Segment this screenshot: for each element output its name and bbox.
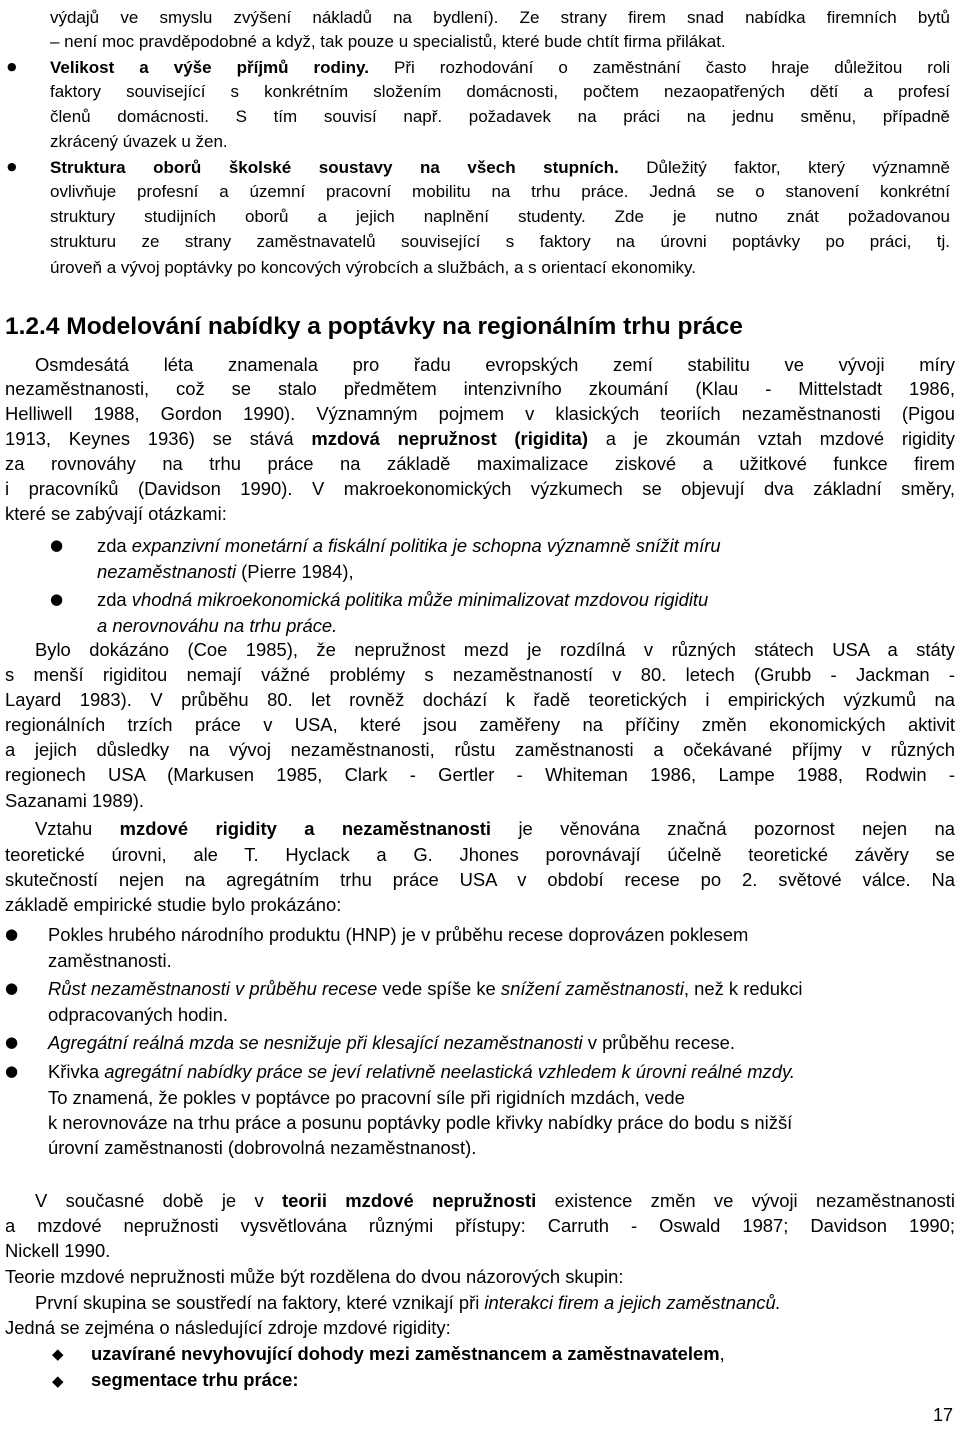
text-line: Agregátní reálná mzda se nesnižuje při klesající nezaměstnanosti v průběhu recese. [48,1032,735,1053]
text-line: nezaměstnanosti (Pierre 1984), [97,561,354,582]
text-line: zda vhodná mikroekonomická politika může minimalizovat mzdovou rigiditu [97,589,709,610]
text-line: Velikost a výše příjmů rodiny. Při rozhodování o zaměstnání často hraje důležitou roli [50,58,950,77]
text-line: strukturu ze strany zaměstnavatelů související s faktory na úrovni poptávky po práci, tj. [50,232,950,251]
text-line: Teorie mzdové nepružnosti může být rozdělena do dvou názorových skupin: [5,1266,624,1287]
text-line: Layard 1983). V průběhu 80. let rovněž dochází k řadě teoretických i empirických výzkumů na [5,689,955,710]
bold-term: mzdové rigidity a nezaměstnanosti [119,818,492,839]
text-line: Jedná se zejména o následující zdroje mzdové rigidity: [5,1317,451,1338]
text-line: Osmdesátá léta znamenala pro řadu evropských zemí stabilitu ve vývoji míry [35,354,955,375]
text-line: i pracovníků (Davidson 1990). V makroekonomických výzkumech se objevují dva základní směry, [5,478,955,499]
text-line: uzavírané nevyhovující dohody mezi zaměstnancem a zaměstnavatelem, [91,1343,725,1364]
bullet-icon: ● [50,536,64,554]
bullet-icon: ● [5,925,19,943]
bold-term: mzdová nepružnost (rigidita) [311,428,588,449]
text-line: skutečností nejen na agregátním trhu práce USA v období recese po 2. světové válce. Na [5,869,955,890]
text-line: odpracovaných hodin. [48,1004,228,1025]
text-line: a jejich důsledky na vývoj nezaměstnanosti, růstu zaměstnanosti a očekávané příjmy v různých [5,739,955,760]
text-line: nezaměstnanosti, což se stalo předmětem intenzivního zkoumání (Klau - Mittelstadt 1986, [5,378,955,399]
text-line: ovlivňuje profesní a územní pracovní mobilitu na trhu práce. Jedná se o stanovení konkrétní [50,182,950,201]
page-number: 17 [933,1405,954,1425]
text-line: 1913, Keynes 1936) se stává mzdová nepružnost (rigidita) a je zkoumán vztah mzdové rigidity [5,428,955,449]
text-line: segmentace trhu práce: [91,1369,299,1390]
diamond-bullet-icon: ◆ [52,1372,64,1390]
text-line: k nerovnováze na trhu práce a posunu poptávky podle křivky nabídky práce do bodu s nižší [48,1112,793,1133]
bullet-icon: ● [50,590,64,608]
text-line: úroveň a vývoj poptávky po koncových výrobcích a službách, a s orientací ekonomiky. [50,258,697,277]
text-line: První skupina se soustředí na faktory, které vznikají při interakci firem a jejich zaměstnanců. [35,1292,781,1313]
bullet-icon: ● [5,979,19,997]
text-line: úrovní zaměstnanosti (dobrovolná nezaměstnanost). [48,1137,477,1158]
bold-term: teorii mzdové nepružnosti [282,1190,537,1211]
text-line: teoretické úrovni, ale T. Hyclack a G. Jhones porovnávají účelně teoretické závěry se [5,844,955,865]
text-line: Vztahu mzdové rigidity a nezaměstnanosti je věnována značná pozornost nejen na [35,818,955,839]
text-line: které se zabývají otázkami: [5,503,227,524]
text-line: regionálních trzích práce v USA, které jsou zaměřeny na příčiny změn ekonomických aktivit [5,714,955,735]
text-line: regionech USA (Markusen 1985, Clark - Gertler - Whiteman 1986, Lampe 1988, Rodwin - [5,764,955,785]
text-line: a nerovnováhu na trhu práce. [97,615,338,636]
text-line: V současné době je v teorii mzdové nepružnosti existence změn ve vývoji nezaměstnanosti [35,1190,955,1211]
text-line: Pokles hrubého národního produktu (HNP) je v průběhu recese doprovázen poklesem [48,924,749,945]
text-line: Bylo dokázáno (Coe 1985), že nepružnost mezd je rozdílná v různých státech USA a státy [35,639,955,660]
bullet-icon: ● [5,1062,19,1080]
text-line: Křivka agregátní nabídky práce se jeví relativně neelastická vzhledem k úrovni reálné mzdy. [48,1061,795,1082]
text-line: Struktura oborů školské soustavy na všech stupních. Důležitý faktor, který významně [50,158,950,177]
bullet-icon: ● [7,60,17,73]
text-line: To znamená, že pokles v poptávce po pracovní síle při rigidních mzdách, vede [48,1087,685,1108]
text-line: a mzdové nepružnosti vysvětlována různými přístupy: Carruth - Oswald 1987; Davidson 1990; [5,1215,955,1236]
text-line: Nickell 1990. [5,1240,111,1261]
bullet-heading: Velikost a výše příjmů rodiny. [50,58,369,77]
text-line: zaměstnanosti. [48,950,172,971]
bullet-icon: ● [5,1033,19,1051]
text-line: zda expanzivní monetární a fiskální politika je schopna významně snížit míru [97,535,721,556]
text-line: Růst nezaměstnanosti v průběhu recese vede spíše ke snížení zaměstnanosti, než k redukci [48,978,803,999]
text-line: členů domácnosti. S tím souvisí např. požadavek na práci na jednu směnu, případně [50,107,950,126]
text-line: základě empirické studie bylo prokázáno: [5,894,342,915]
text-line: Sazanami 1989). [5,790,145,811]
diamond-bullet-icon: ◆ [52,1345,64,1363]
text-line: s menší rigiditou nemají vážné problémy s nezaměstnaností v 80. letech (Grubb - Jackman - [5,664,955,685]
text-line: Helliwell 1988, Gordon 1990). Významným pojmem v klasických teoriích nezaměstnanosti (Pigou [5,403,955,424]
bullet-icon: ● [7,160,17,173]
text-line: za rovnováhy na trhu práce na základě maximalizace ziskové a užitkové funkce firem [5,453,955,474]
bullet-heading: Struktura oborů školské soustavy na všech stupních. [50,158,619,177]
text-line: – není moc pravděpodobné a když, tak pouze u specialistů, které bude chtít firma přilákat. [50,32,726,51]
text-line: zkrácený úvazek u žen. [50,132,228,151]
text-line: faktory související s konkrétním složením domácnosti, počtem nezaopatřených dětí a profesí [50,82,950,101]
section-heading: 1.2.4 Modelování nabídky a poptávky na regionálním trhu práce [5,313,743,340]
text-line: struktury studijních oborů a jejich naplnění studenty. Zde je nutno znát požadovanou [50,207,950,226]
text-line: výdajů ve smyslu zvýšení nákladů na bydlení). Ze strany firem snad nabídka firemních bytů [50,8,950,27]
